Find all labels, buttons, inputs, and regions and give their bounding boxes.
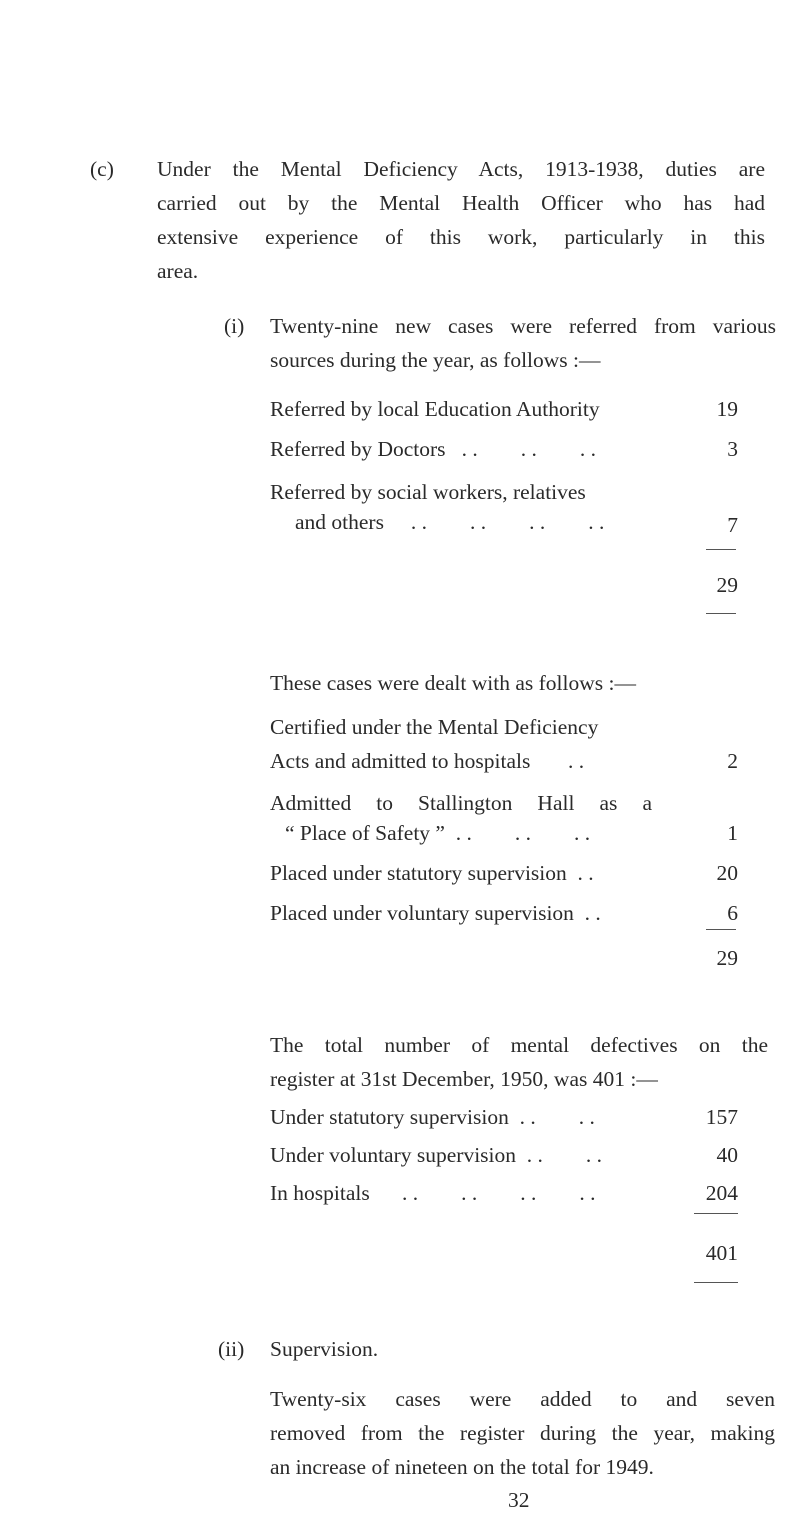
dealt-row-value: 2 [727, 749, 738, 773]
dealt-intro: These cases were dealt with as follows :— [270, 671, 636, 695]
referral-row-value: 19 [716, 397, 738, 421]
item-i-line-1: Twenty-nine new cases were referred from various [270, 314, 776, 338]
referral-total: 29 [716, 573, 738, 597]
referral-row-value: 7 [727, 513, 738, 537]
section-c-line-1: Under the Mental Deficiency Acts, 1913-1938, duties are [157, 157, 765, 181]
register-row-label: Under voluntary supervision . . . . [270, 1143, 603, 1167]
register-intro-line-2: register at 31st December, 1950, was 401 :— [270, 1067, 658, 1091]
dealt-row-label: Placed under statutory supervision . . [270, 861, 594, 885]
register-intro-line-1: The total number of mental defectives on the [270, 1033, 768, 1057]
dealt-row-label: Certified under the Mental Deficiency [270, 715, 599, 739]
item-ii-line-3: an increase of nineteen on the total for 1949. [270, 1455, 654, 1479]
referral-row-label: Referred by Doctors . . . . . . [270, 437, 597, 461]
section-c-line-2: carried out by the Mental Health Officer who has had [157, 191, 765, 215]
section-c-line-4: area. [157, 259, 199, 283]
dealt-row-label: “ Place of Safety ” . . . . . . [285, 821, 591, 845]
dealt-total-rule [706, 929, 736, 930]
dealt-row-label: Admitted to Stallington Hall as a [270, 791, 652, 815]
item-ii-heading: Supervision. [270, 1337, 379, 1361]
page-number: 32 [508, 1488, 530, 1512]
referral-row-label: and others . . . . . . . . [295, 510, 605, 534]
item-ii-label: (ii) [218, 1337, 245, 1361]
register-total-rule [694, 1213, 738, 1214]
dealt-row-value: 20 [716, 861, 738, 885]
register-total-underline [694, 1282, 738, 1283]
item-ii-line-2: removed from the register during the year, making [270, 1421, 775, 1445]
referral-row-value: 3 [727, 437, 738, 461]
item-i-line-2: sources during the year, as follows :— [270, 348, 601, 372]
referral-row-label: Referred by local Education Authority [270, 397, 600, 421]
dealt-row-label: Acts and admitted to hospitals . . [270, 749, 585, 773]
register-row-value: 157 [705, 1105, 738, 1129]
register-total: 401 [705, 1241, 738, 1265]
dealt-row-value: 6 [727, 901, 738, 925]
referral-total-rule [706, 549, 736, 550]
referral-total-underline [706, 613, 736, 614]
register-row-value: 40 [716, 1143, 738, 1167]
dealt-total: 29 [716, 946, 738, 970]
register-row-value: 204 [705, 1181, 738, 1205]
referral-row-label: Referred by social workers, relatives [270, 480, 586, 504]
item-ii-line-1: Twenty-six cases were added to and seven [270, 1387, 775, 1411]
register-row-label: Under statutory supervision . . . . [270, 1105, 595, 1129]
section-c-line-3: extensive experience of this work, particularly in this [157, 225, 765, 249]
item-i-label: (i) [224, 314, 245, 338]
section-c-label: (c) [90, 157, 114, 181]
dealt-row-label: Placed under voluntary supervision . . [270, 901, 601, 925]
register-row-label: In hospitals . . . . . . . . [270, 1181, 596, 1205]
dealt-row-value: 1 [727, 821, 738, 845]
